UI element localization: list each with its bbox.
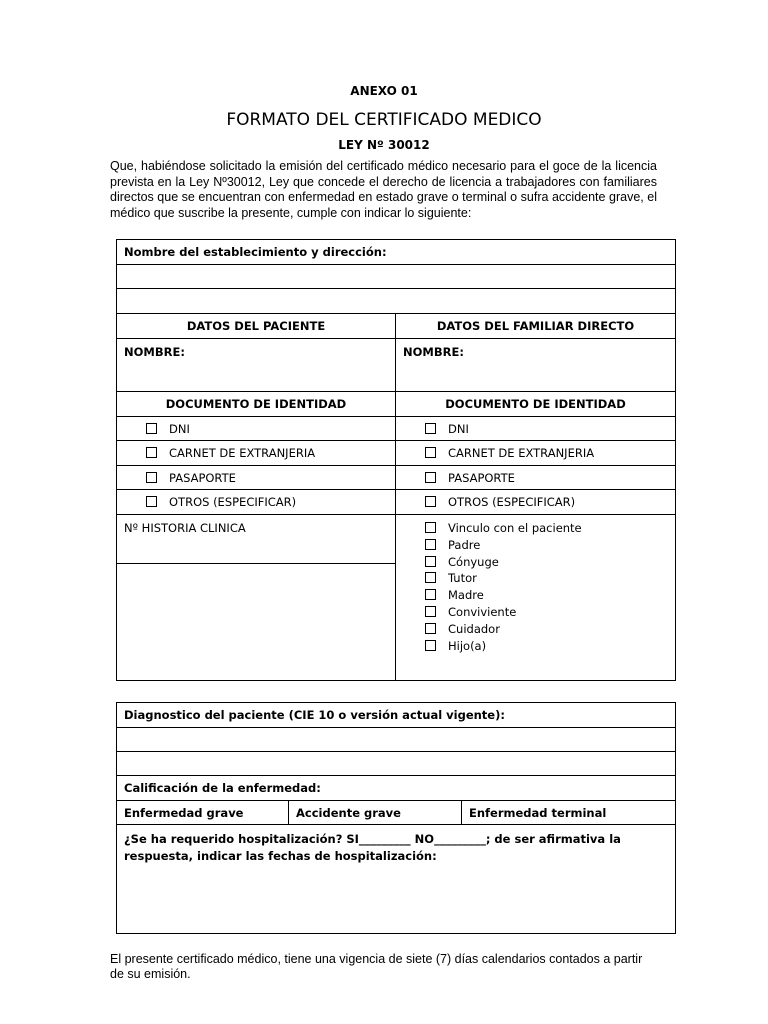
validity-note: El presente certificado médico, tiene una vigencia de siete (7) días calendarios contados a partir de su emisión. xyxy=(110,952,643,981)
relative-id-option-dni[interactable]: DNI xyxy=(396,417,676,441)
clinical-history-label: Nº HISTORIA CLINICA xyxy=(124,521,246,535)
relative-id-option-passport[interactable]: PASAPORTE xyxy=(396,466,676,490)
establishment-field-1[interactable] xyxy=(117,265,676,289)
relationship-option[interactable]: Cónyuge xyxy=(403,554,668,571)
hospitalization-question[interactable]: ¿Se ha requerido hospitalización? SI_________ NO_________; de ser afirmativa la respuesta, indicar las fechas de hospitalización: xyxy=(117,825,676,934)
patient-header: DATOS DEL PACIENTE xyxy=(117,314,396,339)
relationship-options xyxy=(396,515,676,681)
checkbox-icon[interactable] xyxy=(425,589,436,600)
patient-data-table xyxy=(116,239,676,681)
relationship-option[interactable]: Vinculo con el paciente xyxy=(403,520,668,537)
checkbox-icon[interactable] xyxy=(425,447,436,458)
clinical-history-value-field[interactable] xyxy=(117,564,396,681)
patient-id-option-dni[interactable]: DNI xyxy=(117,417,396,441)
relationship-option[interactable]: Madre xyxy=(403,587,668,604)
checkbox-icon[interactable] xyxy=(425,572,436,583)
checkbox-icon[interactable] xyxy=(425,556,436,567)
checkbox-icon[interactable] xyxy=(425,496,436,507)
relative-id-header: DOCUMENTO DE IDENTIDAD xyxy=(396,392,676,417)
diagnosis-table xyxy=(116,702,676,934)
relationship-option[interactable]: Conviviente xyxy=(403,604,668,621)
patient-id-option-carnet[interactable]: CARNET DE EXTRANJERIA xyxy=(117,441,396,466)
intro-paragraph: Que, habiéndose solicitado la emisión del certificado médico necesario para el goce de la licencia prevista en la Ley Nº30012, Ley que concede el derecho de licencia a trabajadores con familiares directos que se encuentran con enfermedad en estado grave o terminal o sufra accidente grave, el médico que suscribe la presente, cumple con indicar lo siguiente: xyxy=(110,159,657,220)
patient-id-header: DOCUMENTO DE IDENTIDAD xyxy=(117,392,396,417)
checkbox-icon[interactable] xyxy=(146,496,157,507)
checkbox-icon[interactable] xyxy=(425,522,436,533)
relative-id-option-other[interactable]: OTROS (ESPECIFICAR) xyxy=(396,490,676,515)
relationship-option[interactable]: Cuidador xyxy=(403,621,668,638)
patient-name-label: NOMBRE: xyxy=(124,345,185,359)
law-number: LEY Nº 30012 xyxy=(338,138,430,152)
clinical-history-field[interactable] xyxy=(117,515,396,564)
checkbox-icon[interactable] xyxy=(425,472,436,483)
checkbox-icon[interactable] xyxy=(425,623,436,634)
relationship-option[interactable]: Padre xyxy=(403,537,668,554)
relationship-option[interactable]: Tutor xyxy=(403,570,668,587)
classification-terminal-illness[interactable]: Enfermedad terminal xyxy=(462,801,676,825)
document-title: FORMATO DEL CERTIFICADO MEDICO xyxy=(226,110,542,130)
checkbox-icon[interactable] xyxy=(425,640,436,651)
diagnosis-label: Diagnostico del paciente (CIE 10 o versión actual vigente): xyxy=(117,703,676,728)
checkbox-icon[interactable] xyxy=(146,447,157,458)
relative-id-option-carnet[interactable]: CARNET DE EXTRANJERIA xyxy=(396,441,676,466)
checkbox-icon[interactable] xyxy=(146,423,157,434)
checkbox-icon[interactable] xyxy=(425,423,436,434)
classification-serious-accident[interactable]: Accidente grave xyxy=(289,801,462,825)
patient-name-field[interactable] xyxy=(117,339,396,392)
establishment-field-2[interactable] xyxy=(117,289,676,314)
annex-number: ANEXO 01 xyxy=(350,84,418,98)
patient-id-option-other[interactable]: OTROS (ESPECIFICAR) xyxy=(117,490,396,515)
relative-name-label: NOMBRE: xyxy=(403,345,464,359)
classification-serious-illness[interactable]: Enfermedad grave xyxy=(117,801,289,825)
checkbox-icon[interactable] xyxy=(425,606,436,617)
checkbox-icon[interactable] xyxy=(425,539,436,550)
checkbox-icon[interactable] xyxy=(146,472,157,483)
classification-label: Calificación de la enfermedad: xyxy=(117,776,676,801)
relationship-option[interactable]: Hijo(a) xyxy=(403,638,668,655)
establishment-label: Nombre del establecimiento y dirección: xyxy=(117,240,676,265)
relative-header: DATOS DEL FAMILIAR DIRECTO xyxy=(396,314,676,339)
diagnosis-field-1[interactable] xyxy=(117,728,676,752)
diagnosis-field-2[interactable] xyxy=(117,752,676,776)
relative-name-field[interactable] xyxy=(396,339,676,392)
patient-id-option-passport[interactable]: PASAPORTE xyxy=(117,466,396,490)
